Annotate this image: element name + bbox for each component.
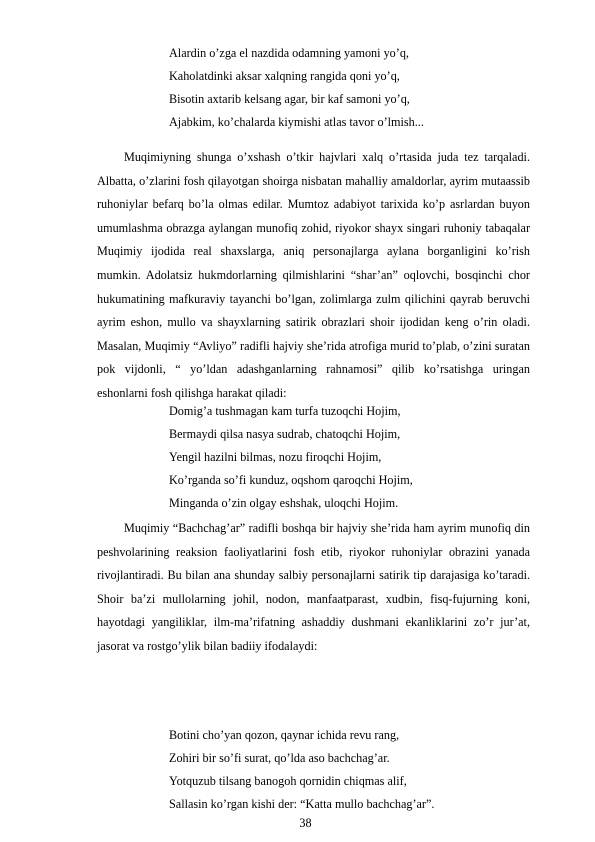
- paragraph-1: Muqimiyning shunga o’xshash o’tkir hajvlari xalq o’rtasida juda tez tarqaladi. Albatta, o’zlarini fosh qilayotgan shoirga nisbatan mahalliy amaldorlar, ayrim mutaassib ruhoniylar befarq bo’la olmas edilar. Mumtoz adabiyot tarixida ko’p asrlardan buyon umumlashma obrazga aylangan munofiq zohid, riyokor shayx singari ruhoniy tabaqalar Muqimiy ijodida real shaxslarga, aniq personajlarga aylana borganligini ko’rish mumkin. Adolatsiz hukmdorlarning qilmishlarini “shar’an” oqlovchi, bosqinchi chor hukumatining mafkuraviy tayanchi bo’lgan, zolimlarga zulm qilichini qayrab beruvchi ayrim eshon, mullo va shayxlarning satirik obrazlari shoir ijodidan keng o’rin oladi. Masalan, Muqimiy “Avliyo” radifli hajviy she’rida atrofiga murid to’plab, o’zini suratan pok vijdonli, “ yo’ldan adashganlarning rahnamosi” qilib ko’rsatishga uringan eshonlarni fosh qilishga harakat qiladi:: [97, 150, 530, 400]
- verse-block-1: [169, 42, 424, 134]
- verse-line: Domig’a tushmagan kam turfa tuzoqchi Hojim,: [169, 404, 401, 418]
- paragraph-2: Muqimiy “Bachchag’ar” radifli boshqa bir hajviy she’rida ham ayrim munofiq din peshvolarining reaksion faoliyatlarini fosh etib, riyokor ruhoniylar obrazini yanada rivojlantiradi. Bu bilan ana shunday salbiy personajlarni satirik tip darajasiga ko’taradi. Shoir ba’zi mullolarning johil, nodon, manfaatparast, xudbin, fisq-fujurning koni, hayotdagi yangiliklar, ilm-ma’rifatning ashaddiy dushmani ekanliklarini zo’r jur’at, jasorat va rostgo’ylik bilan badiiy ifodalaydi:: [97, 521, 530, 653]
- verse-line: Ko’rganda so’fi kunduz, oqshom qaroqchi Hojim,: [169, 473, 413, 487]
- verse-line: Kaholatdinki aksar xalqning rangida qoni yo’q,: [169, 69, 400, 83]
- verse-line: Botini cho’yan qozon, qaynar ichida revu rang,: [169, 728, 400, 742]
- verse-line: Minganda o’zin olgay eshshak, uloqchi Hojim.: [169, 496, 399, 510]
- verse-line: Alardin o’zga el nazdida odamning yamoni yo’q,: [169, 46, 409, 60]
- verse-line: Bermaydi qilsa nasya sudrab, chatoqchi Hojim,: [169, 427, 401, 441]
- verse-block-2: [169, 400, 413, 515]
- verse-line: Sallasin ko’rgan kishi der: “Katta mullo bachchag’ar”.: [169, 797, 435, 811]
- verse-line: Zohiri bir so’fi surat, qo’lda aso bachchag’ar.: [169, 751, 390, 765]
- verse-line: Yengil hazilni bilmas, nozu firoqchi Hojim,: [169, 450, 382, 464]
- verse-line: Ajabkim, ko’chalarda kiymishi atlas tavor o’lmish...: [169, 115, 424, 129]
- verse-line: Bisotin axtarib kelsang agar, bir kaf samoni yo’q,: [169, 92, 410, 106]
- verse-block-3: [169, 724, 434, 816]
- verse-line: Yotquzub tilsang banogoh qornidin chiqmas alif,: [169, 774, 407, 788]
- page-number: 38: [299, 816, 312, 830]
